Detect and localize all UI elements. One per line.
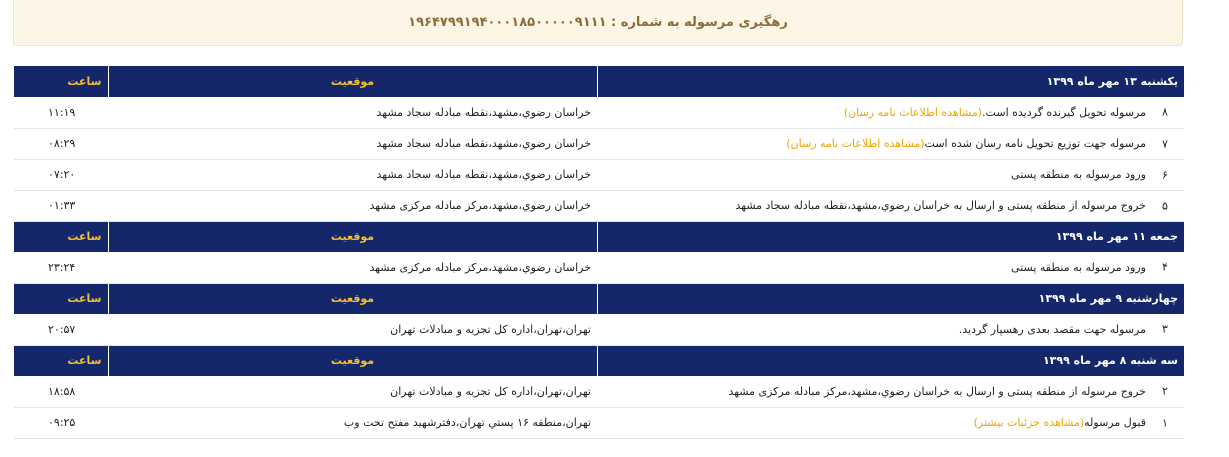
event-description: مرسوله جهت مقصد بعدی رهسپار گردید. xyxy=(958,322,1146,336)
time-column-header: ساعت xyxy=(14,345,108,376)
event-location: خراسان رضوي،مشهد،نقطه مبادله سجاد مشهد xyxy=(108,97,597,128)
event-time: ۰۸:۲۹ xyxy=(14,128,108,159)
table-row xyxy=(14,159,1184,190)
event-description: ورود مرسوله به منطقه پستی xyxy=(1011,168,1146,181)
event-time: ۰۱:۳۳ xyxy=(14,190,108,221)
event-number: ۸ xyxy=(1162,105,1168,119)
table-row xyxy=(14,407,1184,438)
day-date: سه شنبه ۸ مهر ماه ۱۳۹۹ xyxy=(597,345,1184,376)
event-location: تهران،تهران،اداره کل تجزیه و مبادلات تهران xyxy=(108,314,597,345)
event-time: ۱۸:۵۸ xyxy=(14,376,108,407)
event-description: قبول مرسوله xyxy=(1084,416,1146,429)
event-location: خراسان رضوي،مشهد،مرکز مبادله مرکزی مشهد xyxy=(108,252,597,283)
event-number: ۴ xyxy=(1162,260,1168,274)
event-time: ۰۷:۲۰ xyxy=(14,159,108,190)
event-description: خروج مرسوله از منطقه پستی و ارسال به خراسان رضوي،مشهد،نقطه مبادله سجاد مشهد xyxy=(735,199,1146,212)
event-number: ۵ xyxy=(1162,199,1168,212)
event-number: ۶ xyxy=(1162,168,1168,181)
tracking-title: رهگیری مرسوله به شماره : ۱۹۶۴۷۹۹۱۹۴۰۰۰۱۸۵۰۰۰۰۰۹۱۱۱ xyxy=(408,15,788,30)
event-number: ۷ xyxy=(1162,137,1168,150)
event-time: ۰۹:۲۵ xyxy=(14,407,108,438)
event-description-cell xyxy=(597,190,1184,221)
table-row xyxy=(14,376,1184,407)
event-description: مرسوله جهت توزیع تحویل نامه رسان شده است xyxy=(924,137,1146,150)
table-row xyxy=(14,97,1184,128)
view-more-details-link[interactable]: (مشاهده جزئیات بیشتر) xyxy=(973,416,1085,429)
event-number: ۱ xyxy=(1162,416,1168,429)
event-location: تهران،تهران،اداره کل تجزیه و مبادلات تهران xyxy=(108,376,597,407)
day-header xyxy=(14,66,1184,97)
time-column-header: ساعت xyxy=(14,66,108,97)
event-time: ۱۱:۱۹ xyxy=(14,97,108,128)
view-postman-info-link[interactable]: (مشاهده اطلاعات نامه رسان) xyxy=(843,105,983,119)
tracking-title-banner xyxy=(13,0,1183,46)
event-location: تهران،منطقه ۱۶ پستي تهران،دفترشهید مفتح تحت وب xyxy=(108,407,597,438)
event-number: ۲ xyxy=(1162,384,1168,398)
event-time: ۲۰:۵۷ xyxy=(14,314,108,345)
table-row xyxy=(14,252,1184,283)
event-location: خراسان رضوي،مشهد،نقطه مبادله سجاد مشهد xyxy=(108,128,597,159)
day-header xyxy=(14,283,1184,314)
day-header xyxy=(14,345,1184,376)
event-location: خراسان رضوي،مشهد،نقطه مبادله سجاد مشهد xyxy=(108,159,597,190)
table-row xyxy=(14,190,1184,221)
table-row xyxy=(14,314,1184,345)
event-number: ۳ xyxy=(1162,322,1168,336)
time-column-header: ساعت xyxy=(14,221,108,252)
event-description-cell xyxy=(597,314,1184,345)
table-row xyxy=(14,128,1184,159)
event-description: خروج مرسوله از منطقه پستی و ارسال به خراسان رضوي،مشهد،مرکز مبادله مرکزی مشهد xyxy=(728,384,1146,398)
day-date: یکشنبه ۱۳ مهر ماه ۱۳۹۹ xyxy=(597,66,1184,97)
event-location: خراسان رضوي،مشهد،مرکز مبادله مرکزی مشهد xyxy=(108,190,597,221)
event-description-cell xyxy=(597,128,1184,159)
event-description-cell xyxy=(597,252,1184,283)
event-description-cell xyxy=(597,376,1184,407)
day-date: جمعه ۱۱ مهر ماه ۱۳۹۹ xyxy=(597,221,1184,252)
view-postman-info-link[interactable]: (مشاهده اطلاعات نامه رسان) xyxy=(786,137,925,150)
event-description-cell xyxy=(597,159,1184,190)
location-column-header: موقعیت xyxy=(108,221,597,252)
location-column-header: موقعیت xyxy=(108,345,597,376)
time-column-header: ساعت xyxy=(14,283,108,314)
day-date: چهارشنبه ۹ مهر ماه ۱۳۹۹ xyxy=(597,283,1184,314)
event-description-cell xyxy=(597,97,1184,128)
day-header xyxy=(14,221,1184,252)
event-time: ۲۳:۲۴ xyxy=(14,252,108,283)
event-description: ورود مرسوله به منطقه پستی xyxy=(1011,260,1146,274)
event-description: مرسوله تحویل گیرنده گردیده است. xyxy=(982,105,1146,119)
event-description-cell xyxy=(597,407,1184,438)
location-column-header: موقعیت xyxy=(108,66,597,97)
tracking-table xyxy=(14,66,1184,439)
location-column-header: موقعیت xyxy=(108,283,597,314)
